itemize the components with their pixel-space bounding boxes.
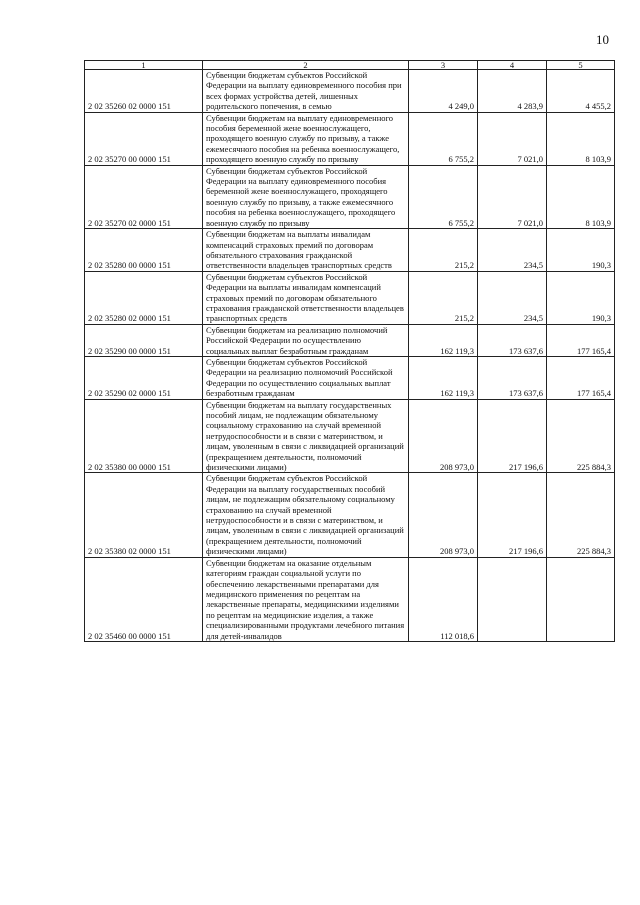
row-code: 2 02 35260 02 0000 151 (85, 70, 203, 113)
row-name: Субвенции бюджетам на оказание отдельным категориям граждан социальной услуги по обеспечению лекарственными препаратами для медицинского применения по рецептам на лекарственные препараты, медицинскими изделиями по рецептам на медицинские изделия, а также специализированными продуктами лечебного питания для детей-инвалидов (203, 557, 409, 641)
row-code: 2 02 35460 00 0000 151 (85, 557, 203, 641)
table-row (85, 271, 615, 324)
row-name: Субвенции бюджетам на выплату государственных пособий лицам, не подлежащим обязательному социальному страхованию на случай временной нетрудоспособности и в связи с материнством, и лицам, уволенным в связи с ликвидацией организаций (прекращением деятельности, полномочий физическими лицами) (203, 399, 409, 473)
row-code: 2 02 35290 00 0000 151 (85, 324, 203, 356)
column-header: 5 (547, 61, 615, 70)
row-value-year2: 173 637,6 (478, 324, 547, 356)
row-value-year2: 7 021,0 (478, 112, 547, 165)
row-value-year1: 215,2 (409, 271, 478, 324)
row-value-year3: 177 165,4 (547, 324, 615, 356)
column-header: 3 (409, 61, 478, 70)
table-row (85, 324, 615, 356)
row-value-year1: 162 119,3 (409, 356, 478, 399)
table-row (85, 229, 615, 272)
row-value-year1: 6 755,2 (409, 165, 478, 228)
row-value-year1: 112 018,6 (409, 557, 478, 641)
row-value-year2: 217 196,6 (478, 473, 547, 557)
row-value-year3: 225 884,3 (547, 399, 615, 473)
budget-table (84, 60, 615, 642)
row-value-year1: 208 973,0 (409, 473, 478, 557)
row-value-year2: 234,5 (478, 229, 547, 272)
row-code: 2 02 35270 02 0000 151 (85, 165, 203, 228)
row-code: 2 02 35290 02 0000 151 (85, 356, 203, 399)
row-value-year2: 7 021,0 (478, 165, 547, 228)
row-code: 2 02 35380 02 0000 151 (85, 473, 203, 557)
row-value-year3 (547, 557, 615, 641)
row-value-year2: 217 196,6 (478, 399, 547, 473)
row-value-year1: 162 119,3 (409, 324, 478, 356)
row-value-year1: 6 755,2 (409, 112, 478, 165)
table-row (85, 165, 615, 228)
row-code: 2 02 35280 00 0000 151 (85, 229, 203, 272)
row-value-year3: 177 165,4 (547, 356, 615, 399)
row-value-year3: 8 103,9 (547, 165, 615, 228)
row-name: Субвенции бюджетам на реализацию полномочий Российской Федерации по осуществлению социальных выплат безработным гражданам (203, 324, 409, 356)
row-value-year3: 225 884,3 (547, 473, 615, 557)
column-header: 4 (478, 61, 547, 70)
row-value-year2: 234,5 (478, 271, 547, 324)
row-name: Субвенции бюджетам субъектов Российской Федерации на выплату единовременного пособия при всех формах устройства детей, лишенных родительского попечения, в семью (203, 70, 409, 113)
row-value-year3: 4 455,2 (547, 70, 615, 113)
table-row (85, 399, 615, 473)
table-row (85, 112, 615, 165)
row-value-year3: 190,3 (547, 229, 615, 272)
row-value-year3: 190,3 (547, 271, 615, 324)
row-name: Субвенции бюджетам субъектов Российской Федерации на выплату единовременного пособия беременной жене военнослужащего, проходящего военную службу по призыву, а также ежемесячного пособия на ребенка военнослужащего, проходящего военную службу по призыву (203, 165, 409, 228)
column-header: 2 (203, 61, 409, 70)
row-value-year2 (478, 557, 547, 641)
row-value-year1: 208 973,0 (409, 399, 478, 473)
row-name: Субвенции бюджетам на выплату единовременного пособия беременной жене военнослужащего, проходящего военную службу по призыву, а также ежемесячного пособия на ребенка военнослужащего, проходящего военную службу по призыву (203, 112, 409, 165)
table-row (85, 70, 615, 113)
row-name: Субвенции бюджетам на выплаты инвалидам компенсаций страховых премий по договорам обязательного страхования гражданской ответственности владельцев транспортных средств (203, 229, 409, 272)
table-header-row (85, 61, 615, 70)
row-value-year3: 8 103,9 (547, 112, 615, 165)
table-row (85, 557, 615, 641)
page-number: 10 (596, 32, 609, 47)
row-value-year1: 4 249,0 (409, 70, 478, 113)
row-code: 2 02 35280 02 0000 151 (85, 271, 203, 324)
row-code: 2 02 35270 00 0000 151 (85, 112, 203, 165)
column-header: 1 (85, 61, 203, 70)
row-name: Субвенции бюджетам субъектов Российской Федерации на выплаты инвалидам компенсаций страховых премий по договорам обязательного страхования гражданской ответственности владельцев транспортных средств (203, 271, 409, 324)
row-name: Субвенции бюджетам субъектов Российской Федерации на выплату государственных пособий лицам, не подлежащим обязательному социальному страхованию на случай временной нетрудоспособности и в связи с материнством, и лицам, уволенным в связи с ликвидацией организаций (прекращением деятельности, полномочий физическими лицами) (203, 473, 409, 557)
row-value-year1: 215,2 (409, 229, 478, 272)
table-row (85, 473, 615, 557)
row-name: Субвенции бюджетам субъектов Российской Федерации на реализацию полномочий Российской Федерации по осуществлению социальных выплат безработным гражданам (203, 356, 409, 399)
table-row (85, 356, 615, 399)
row-code: 2 02 35380 00 0000 151 (85, 399, 203, 473)
row-value-year2: 173 637,6 (478, 356, 547, 399)
row-value-year2: 4 283,9 (478, 70, 547, 113)
